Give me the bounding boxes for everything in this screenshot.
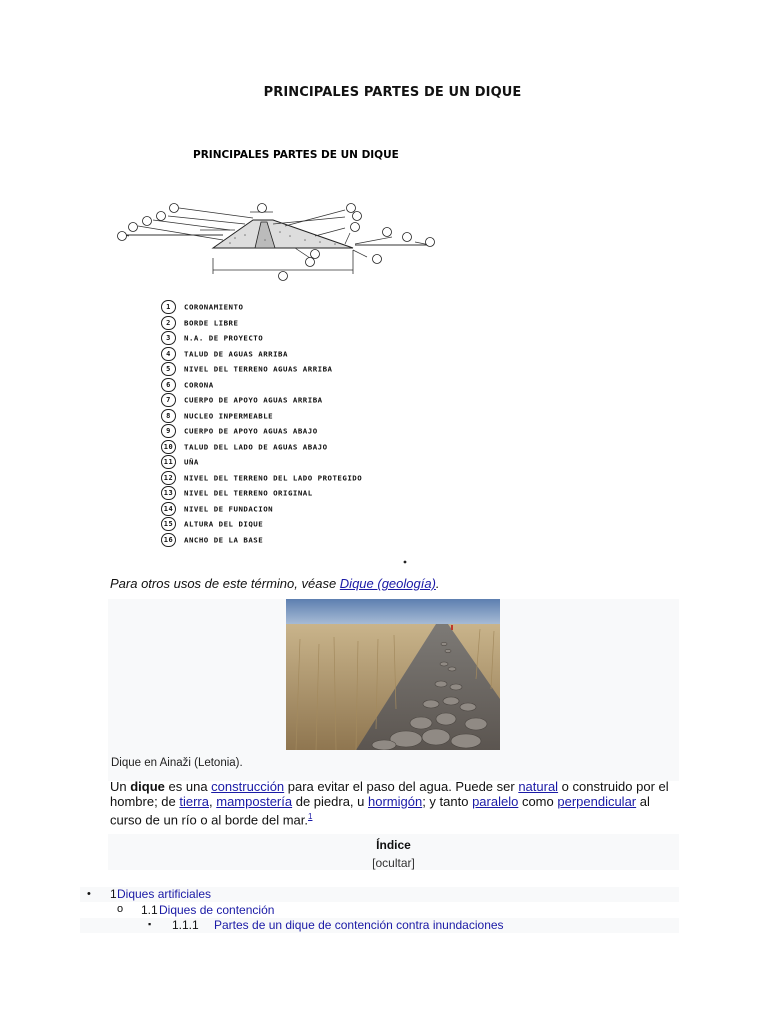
legend-number: 9: [161, 424, 176, 438]
toc-item-number: 1.1.1: [172, 918, 199, 932]
construccion-link[interactable]: construcción: [211, 779, 285, 794]
legend-label: NIVEL DEL TERRENO DEL LADO PROTEGIDO: [184, 473, 363, 482]
legend-item: [161, 331, 263, 347]
photo-caption: Dique en Ainaži (Letonia).: [111, 757, 243, 769]
legend-item: [161, 378, 214, 394]
toc-item-number: 1: [110, 887, 117, 901]
toc-item-number: 1.1: [141, 903, 158, 917]
legend-number: 14: [161, 502, 176, 516]
diagram-heading: PRINCIPALES PARTES DE UN DIQUE: [193, 149, 399, 161]
intro-text-8: como: [518, 794, 558, 809]
paralelo-link[interactable]: paralelo: [472, 794, 519, 809]
legend-label: ALTURA DEL DIQUE: [184, 519, 264, 529]
legend-label: ANCHO DE LA BASE: [184, 535, 264, 544]
legend-item: [161, 455, 199, 471]
page-title: PRINCIPALES PARTES DE UN DIQUE: [263, 85, 522, 100]
legend-item: [161, 517, 263, 533]
legend-number: 1: [161, 300, 176, 314]
toc-item: [80, 918, 679, 933]
legend-item: [161, 486, 313, 502]
disambiguation-text: Para otros usos de este término, véase: [110, 576, 340, 591]
dike-photo[interactable]: [286, 599, 500, 750]
legend-number: 12: [161, 471, 176, 485]
reference-link[interactable]: 1: [308, 812, 313, 821]
legend-label: CORONAMIENTO: [184, 302, 244, 312]
legend-label: CUERPO DE APOYO AGUAS ABAJO: [184, 426, 318, 436]
legend-number: 4: [161, 347, 176, 361]
natural-link[interactable]: natural: [518, 779, 559, 794]
intro-text-5: ,: [209, 794, 217, 809]
intro-paragraph: [110, 779, 670, 827]
legend-number: 16: [161, 533, 176, 547]
legend-item: [161, 424, 318, 440]
intro-term: dique: [130, 779, 165, 794]
legend-label: NUCLEO INPERMEABLE: [184, 411, 274, 420]
tierra-link[interactable]: tierra: [179, 794, 209, 809]
legend-item: [161, 300, 243, 316]
mamposteria-link[interactable]: mampostería: [216, 794, 293, 809]
toc-link-partes-dique[interactable]: Partes de un dique de contención contra inundaciones: [214, 918, 504, 932]
legend-number: 13: [161, 486, 176, 500]
bullet-marker: ▪: [148, 919, 152, 929]
legend-number: 3: [161, 331, 176, 345]
bullet-marker: •: [87, 888, 91, 900]
legend-label: CORONA: [184, 380, 214, 389]
legend-label: NIVEL DE FUNDACION: [184, 504, 274, 513]
legend-item: [161, 393, 323, 409]
disambiguation-note: [110, 576, 440, 591]
legend-label: N.A. DE PROYECTO: [184, 333, 264, 343]
legend-number: 2: [161, 316, 176, 330]
legend-item: [161, 440, 328, 456]
legend-label: NIVEL DEL TERRENO AGUAS ARRIBA: [184, 364, 333, 374]
intro-text-9: al curso de un río o al borde del mar.: [110, 794, 650, 828]
legend-number: 7: [161, 393, 176, 407]
legend-item: [161, 362, 333, 378]
toc-item: [80, 903, 679, 918]
legend-label: UÑA: [184, 457, 199, 467]
legend-item: [161, 502, 273, 518]
intro-text-1: Un: [110, 779, 131, 794]
dike-diagram: [105, 140, 440, 570]
legend-number: 11: [161, 455, 176, 469]
bullet-marker: o: [117, 903, 124, 915]
legend-label: BORDE LIBRE: [184, 318, 239, 327]
disambiguation-end: .: [435, 576, 440, 591]
legend-item: [161, 533, 263, 549]
intro-text-3: para evitar el paso del agua. Puede ser: [284, 779, 519, 794]
toc-link-diques-artificiales[interactable]: Diques artificiales: [117, 887, 212, 901]
legend-label: NIVEL DEL TERRENO ORIGINAL: [184, 488, 313, 498]
toc-toggle-button[interactable]: [ocultar]: [372, 856, 415, 870]
legend-number: 10: [161, 440, 176, 454]
legend-item: [161, 409, 273, 425]
hormigon-link[interactable]: hormigón: [368, 794, 423, 809]
legend-number: 8: [161, 409, 176, 423]
perpendicular-link[interactable]: perpendicular: [557, 794, 637, 809]
intro-text-6: de piedra, u: [292, 794, 368, 809]
legend-label: TALUD DE AGUAS ARRIBA: [184, 349, 288, 358]
toc-title: Índice: [376, 838, 411, 852]
legend-number: 6: [161, 378, 176, 392]
intro-text-7: ; y tanto: [422, 794, 473, 809]
toc-item: [80, 887, 679, 902]
intro-text-4: o construido por el hombre; de: [110, 779, 669, 809]
legend-item: [161, 316, 238, 332]
legend-number: 5: [161, 362, 176, 376]
dique-geologia-link[interactable]: Dique (geología): [339, 576, 436, 591]
toc-link-diques-contencion[interactable]: Diques de contención: [159, 903, 275, 917]
intro-text-2: es una: [164, 779, 212, 794]
legend-number: 15: [161, 517, 176, 531]
legend-label: CUERPO DE APOYO AGUAS ARRIBA: [184, 395, 323, 405]
legend-item: [161, 347, 288, 363]
legend-item: [161, 471, 362, 487]
legend-label: TALUD DEL LADO DE AGUAS ABAJO: [184, 442, 328, 451]
